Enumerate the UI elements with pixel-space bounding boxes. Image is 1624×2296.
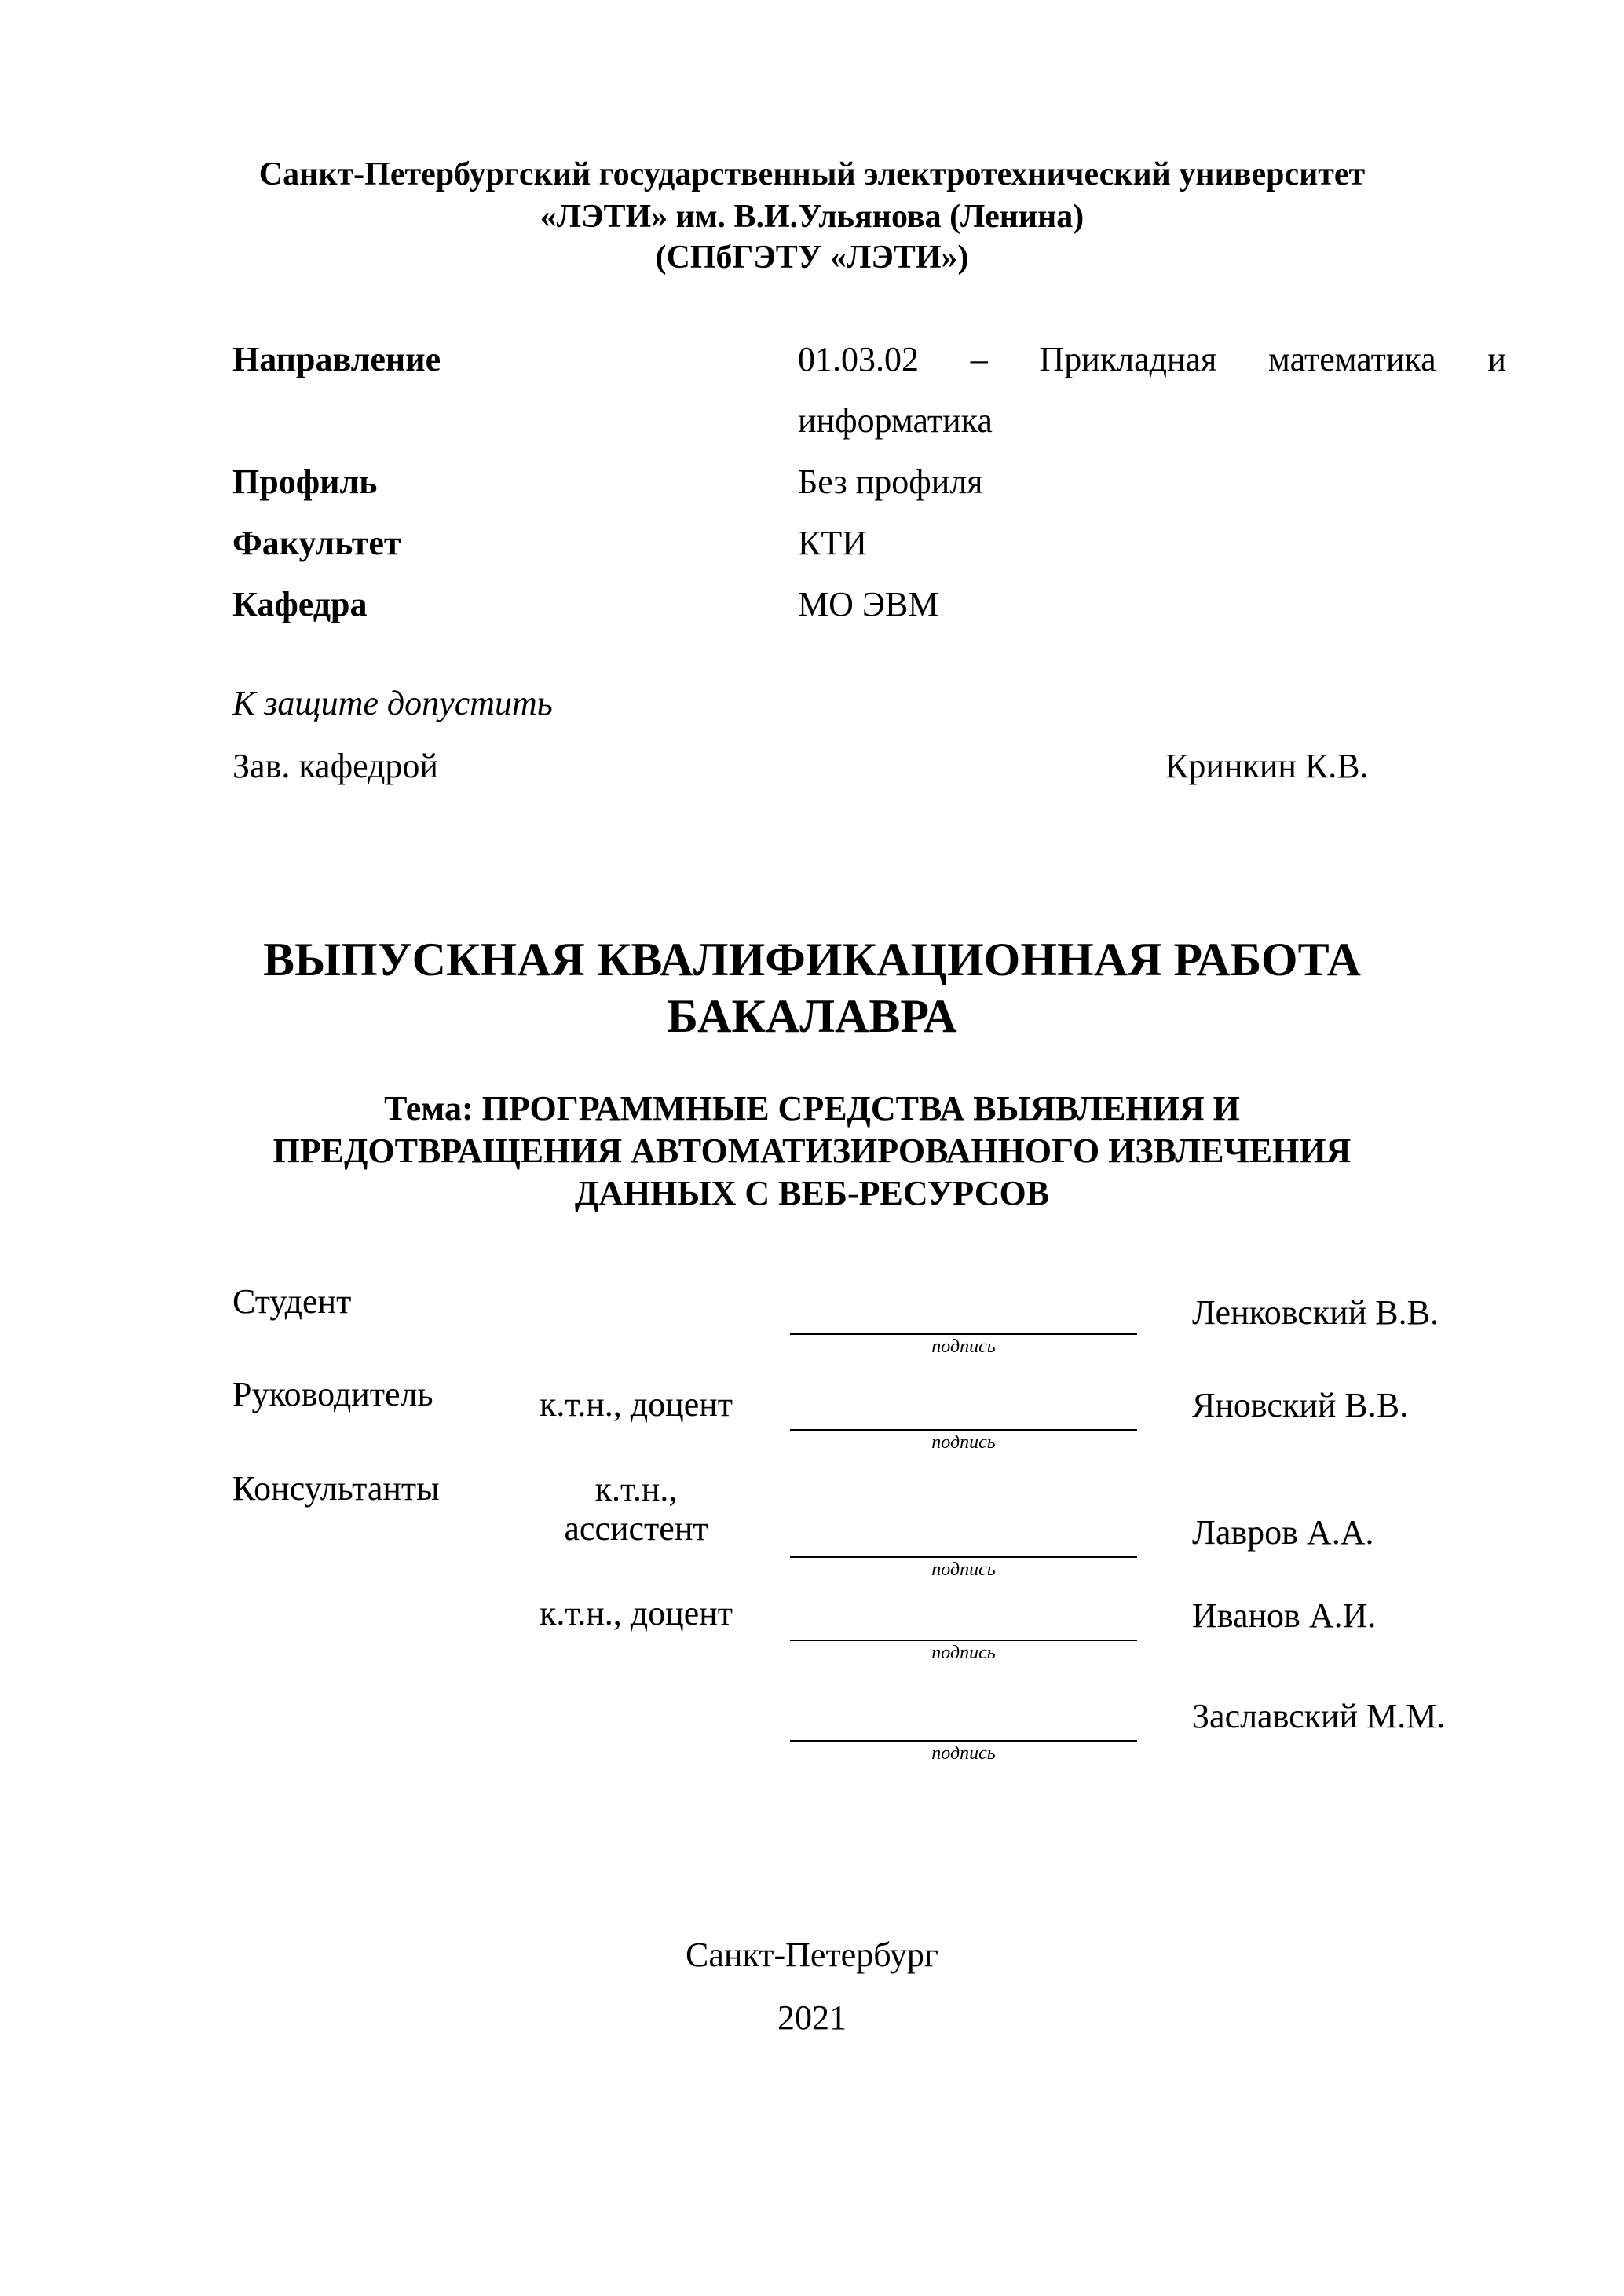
direction-word: 01.03.02 (798, 340, 919, 378)
signature-caption: подпись (931, 1743, 996, 1764)
city: Санкт-Петербург (686, 1936, 938, 1974)
consultant3-signature-line (790, 1740, 1137, 1742)
consultant1-name: Лавров А.А. (1192, 1513, 1374, 1552)
consultant2-degree: к.т.н., доцент (539, 1594, 733, 1632)
signature-caption: подпись (931, 1336, 996, 1357)
consultant1-degree: к.т.н., (594, 1470, 678, 1508)
direction-value-line2: информатика (798, 401, 993, 440)
admission-heading: К защите допустить (232, 684, 553, 722)
university-name: Санкт-Петербургский государственный электротехнический университет (258, 156, 1366, 192)
year: 2021 (777, 1998, 847, 2037)
department-value: МО ЭВМ (798, 585, 939, 623)
direction-word: математика (1268, 340, 1436, 378)
signature-caption: подпись (931, 1643, 996, 1663)
document-title-line2: БАКАЛАВРА (667, 990, 957, 1042)
consultants-label: Консультанты (232, 1469, 440, 1508)
supervisor-name: Яновский В.В. (1192, 1386, 1409, 1424)
consultant2-name: Иванов А.И. (1192, 1596, 1377, 1635)
signature-caption: подпись (931, 1432, 996, 1453)
consultant3-name: Заславский М.М. (1192, 1697, 1446, 1735)
document-title: ВЫПУСКНАЯ КВАЛИФИКАЦИОННАЯ РАБОТА (263, 934, 1361, 985)
direction-value (798, 339, 1506, 379)
consultant1-signature-line (790, 1556, 1137, 1558)
admission-role: Зав. кафедрой (232, 747, 438, 785)
university-abbrev: (СПбГЭТУ «ЛЭТИ») (655, 239, 969, 276)
direction-word: – (970, 340, 988, 378)
supervisor-label: Руководитель (232, 1375, 433, 1413)
admission-name: Кринкин К.В. (1165, 747, 1369, 785)
student-signature-line (790, 1333, 1137, 1335)
supervisor-signature-line (790, 1429, 1137, 1431)
student-name: Ленковский В.В. (1192, 1293, 1439, 1332)
profile-label: Профиль (232, 462, 378, 501)
university-abbrev-full: «ЛЭТИ» им. В.И.Ульянова (Ленина) (540, 199, 1084, 235)
consultant2-signature-line (790, 1640, 1137, 1641)
topic-line2: ПРЕДОТВРАЩЕНИЯ АВТОМАТИЗИРОВАННОГО ИЗВЛЕЧЕНИЯ (272, 1132, 1352, 1170)
student-label: Студент (232, 1282, 352, 1321)
department-label: Кафедра (232, 585, 368, 623)
signature-caption: подпись (931, 1559, 996, 1580)
faculty-value: КТИ (798, 524, 867, 562)
consultant1-degree-line2: ассистент (564, 1509, 708, 1548)
direction-word: и (1487, 340, 1506, 378)
topic-line1: Тема: ПРОГРАММНЫЕ СРЕДСТВА ВЫЯВЛЕНИЯ И (384, 1089, 1240, 1128)
faculty-label: Факультет (232, 524, 401, 562)
direction-label: Направление (232, 340, 441, 378)
profile-value: Без профиля (798, 462, 983, 501)
topic-line3: ДАННЫХ С ВЕБ-РЕСУРСОВ (574, 1174, 1050, 1212)
supervisor-degree: к.т.н., доцент (539, 1385, 733, 1424)
direction-word: Прикладная (1039, 340, 1217, 378)
